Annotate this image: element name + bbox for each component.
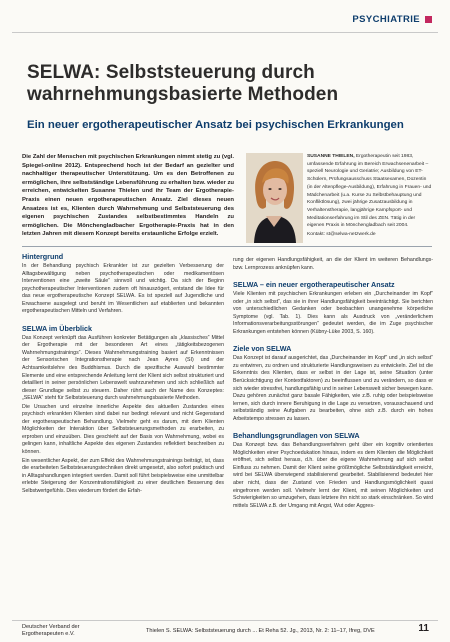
header-rule (12, 32, 438, 33)
footer-rule (12, 620, 438, 621)
intro-divider (22, 246, 432, 247)
heading-ueberblick: SELWA im Überblick (22, 323, 93, 333)
right-column (233, 257, 433, 511)
author-photo (246, 153, 303, 243)
paragraph-ueberblick: Das Konzept verknüpft das Ausführen konkreter Betätigungen als „klassisches“ Mittel der Ergotherapie mit der besonderen Art eines „tätigkeitsbezogenen Wahrnehmungstrainings“. Dieses Wahrnehmungstraining basiert auf Erkenntnissen der Sensorischen Integrationstherapie nach Jean Ayres (SI) und der Achtsamkeitslehre des Buddhismus. Durch die spezifische Auswahl bestimmter Elemente und eine entsprechende Anleitung lernt der Klient sich selbst strukturiert und detailliert in seiner persönlichen Lebenswelt wahrzunehmen und sich schließlich auf dieser Grundlage selbst zu steuern. Daher rührt auch der Name des Konzeptes: „SELWA“ steht für Selbststeuerung durch wahrnehmungsbasierte Methoden. (22, 334, 224, 402)
left-column (22, 252, 224, 496)
article-title (27, 62, 432, 106)
footer-association (22, 624, 80, 638)
author-portrait-illustration (246, 153, 303, 243)
association-line-1: Deutscher Verband der (22, 624, 80, 630)
heading-ziele: Ziele von SELWA (233, 344, 292, 354)
paragraph-ursachen: Die Ursachen und einzelne innerliche Aspekte des aktuellen Zustandes eines psychisch erkrankten Klienten sind dabei nur bedingt relevant und nicht Gegenstand der ergotherapeutischen Behandlung. Vielmehr geht es darum, mit dem Klienten Möglichkeiten der Interaktion über Selbststeuerungsmethoden zu erarbeiten, zu erproben und einzuüben. Dies geschieht auf der Basis von Wahrnehmung, wobei es gelingen kann, inhaltliche Aspekte des eigenen Zustandes reflektiert beschreiben zu können. (22, 403, 224, 456)
author-contact: Kontakt: st@selwa-netzwerk.de (307, 232, 376, 238)
section-name: PSYCHIATRIE (352, 14, 420, 25)
title-line-1: SELWA: Selbststeuerung durch (27, 62, 315, 83)
paragraph-continuation: rung der eigenen Handlungsfähigkeit, an die der Klient im weiteren Behandlungs- bzw. Lernprozess anknüpfen kann. (233, 257, 433, 271)
author-bio-text: Ergotherapeutin seit 1983, umfassende Erfahrung im Bereich Erwachsenenarbeit – speziell Neurologie und Geriatrie; Ausbildung von ET-Schülern, Prüfungsausschuss Staatsexamen, Dozentin (in der Altenpflege-Ausbildung), Erfahrung in Frauen- und Mädchenarbeit (u.a. Kurse zu Selbstbehauptung und Konfliktlösung), zwei jährige Zusatzausbildung in Verhaltenstherapie, langjährige Kampfsport- und Meditationserfahrung im Stil des ZEN. Tätig in der eigenen Praxis in Mönchengladbach seit 2004. (307, 154, 432, 229)
heading-hintergrund: Hintergrund (22, 252, 64, 261)
article-subtitle: Ein neuer ergotherapeutischer Ansatz bei psychischen Erkrankungen (27, 119, 404, 131)
author-name: SUSANNE THIELEN, (307, 154, 355, 159)
author-bio (307, 153, 433, 239)
paragraph-ziele: Das Konzept ist darauf ausgerichtet, das „Durcheinander im Kopf“ und „in sich selbst“ zu entwirren, zu ordnen und strukturierte Handlungsweisen zu entwickeln. Ziel ist die Erkenntnis des Klienten, dass er selbst in der Lage ist, seine Situation (unter Berücksichtigung der Kontextfaktoren) zu beeinflussen und zu verändern, so dass er sich wieder stressfrei, handlungsfähig und in seiner Lebenswelt sicher bewegen kann. Dazu gehören zunächst ganz basale Fähigkeiten, wie z.B. ruhig oder beispielsweise lernen, sich durch innere Beruhigung in die Lage zu versetzen, vorausschauend und selbstständig seine Aufgaben zu bearbeiten, ohne sich z.B. durch ein hohes Arbeitstempo stressen zu lassen. (233, 355, 433, 422)
paragraph-neuer-ansatz: Viele Klienten mit psychischen Erkrankungen erleben ein „Durcheinander im Kopf“ oder „in sich selbst“, das sie in ihrer Handlungsfähigkeit beeinträchtigt. Sie berichten von unterschiedlichen Gedanken oder beobachten unangenehme körperliche Symptome (vgl. Tab. 1). Dies kann als Ausdruck von „veränderlichem Informationsverarbeitungsstörungen“ gedeutet werden, die im Zuge psychischer Erkrankungen entstehen können (Kübny-Lüke 2003, S. 160). (233, 291, 433, 335)
paragraph-hintergrund: In der Behandlung psychisch Erkrankter ist zur gezielten Verbesserung der Alltagsbewältigung neben psychotherapeutischen oder medikamentösen Interventionen eine „zweite Säule“ sinnvoll und wichtig. Da sich der Beginn psychotherapeutischer Interventionen zudem oft hinauszögert, entstand die Idee für das neue ergotherapeutische Konzept SELWA. Es ist speziell auf Jugendliche und Erwachsene ausgelegt und beruht im Wesentlichen auf etablierten und bekannten ergotherapeutischen Mitteln und Verfahren. (22, 263, 224, 315)
heading-neuer-ansatz: SELWA – ein neuer ergotherapeutischer Ansatz (233, 280, 395, 290)
association-line-2: Ergotherapeuten e.V. (22, 630, 75, 637)
section-marker-square (425, 16, 432, 23)
intro-paragraph: Die Zahl der Menschen mit psychischen Erkrankungen nimmt stetig zu (vgl. Spiegel-online 2012). Entsprechend hoch ist der Bedarf an gezielter und nachhaltiger therapeutischer Unterstützung. Um es den Betroffenen zu ermöglichen, ihre selbstständige Lebensführung zu erhalten bzw. wieder zu erreichen, entwickelten Susanne Thielen und ihr Team der Ergotherapie-Praxis einen neuen ergotherapeutischen Ansatz. Ziel dieses neuen Ansatzes ist es, Klienten durch Wahrnehmung und Selbststeuerung des eigenen psychischen Zustandes selbstbestimmtes Handeln zu ermöglichen. Die Mönchengladbacher Ergotherapie-Praxis hat in den letzten Jahren mit diesem Konzept bereits erstaunliche Erfolge erzielt. (22, 154, 234, 238)
section-label (352, 14, 432, 25)
footer-citation: Thielen S. SELWA: Selbststeuerung durch ... Et Reha 52. Jg., 2013, Nr. 2: 11–17, Ifreg, DVE (146, 628, 375, 634)
heading-grundlagen: Behandlungsgrundlagen von SELWA (233, 431, 360, 441)
paragraph-aspekt: Ein wesentlicher Aspekt, der zum Effekt des Wahrnehmungstrainings beiträgt, ist, dass die erarbeiteten Selbststeuerungstechniken direkt umgesetzt, also sofort praktisch und in Alltagshandlungen integriert werden. Damit soll führt beispielsweise eine unmittelbar erlebte Steigerung der Konzentrationsfähigkeit zu einer deutlichen Besserung des Selbstwertgefühls. Dies wiederum fördert die Erfah- (22, 457, 224, 494)
title-line-2: wahrnehmungsbasierte Methoden (27, 84, 339, 105)
page-number: 11 (418, 623, 429, 634)
paragraph-grundlagen: Das Konzept bzw. das Behandlungsverfahren geht über ein kognitiv orientiertes Möglichkeiten einer Psychoedukation hinaus, indem es dem Klienten die Möglichkeit eröffnet, sich selbst heraus, d.h. über die eigene Wahrnehmung auf sich selbst Einfluss zu nehmen. Damit der Klient seine größtmögliche Selbstständigkeit erreicht, wird bei SELWA überwiegend stabilisierend gearbeitet. Stabilisierend bedeutet hier aber nicht, dass der Zustand von Frieden und Handlungsmöglichkeit quasi eingefroren werden soll. Vielmehr lernt der Klient, mit seinen Möglichkeiten und Schwierigkeiten so umzugehen, dass letztere ihn nicht so stark einschränken. So wird mittels SELWA z.B. der Umgang mit Angst, Wut oder Aggres- (233, 442, 433, 509)
